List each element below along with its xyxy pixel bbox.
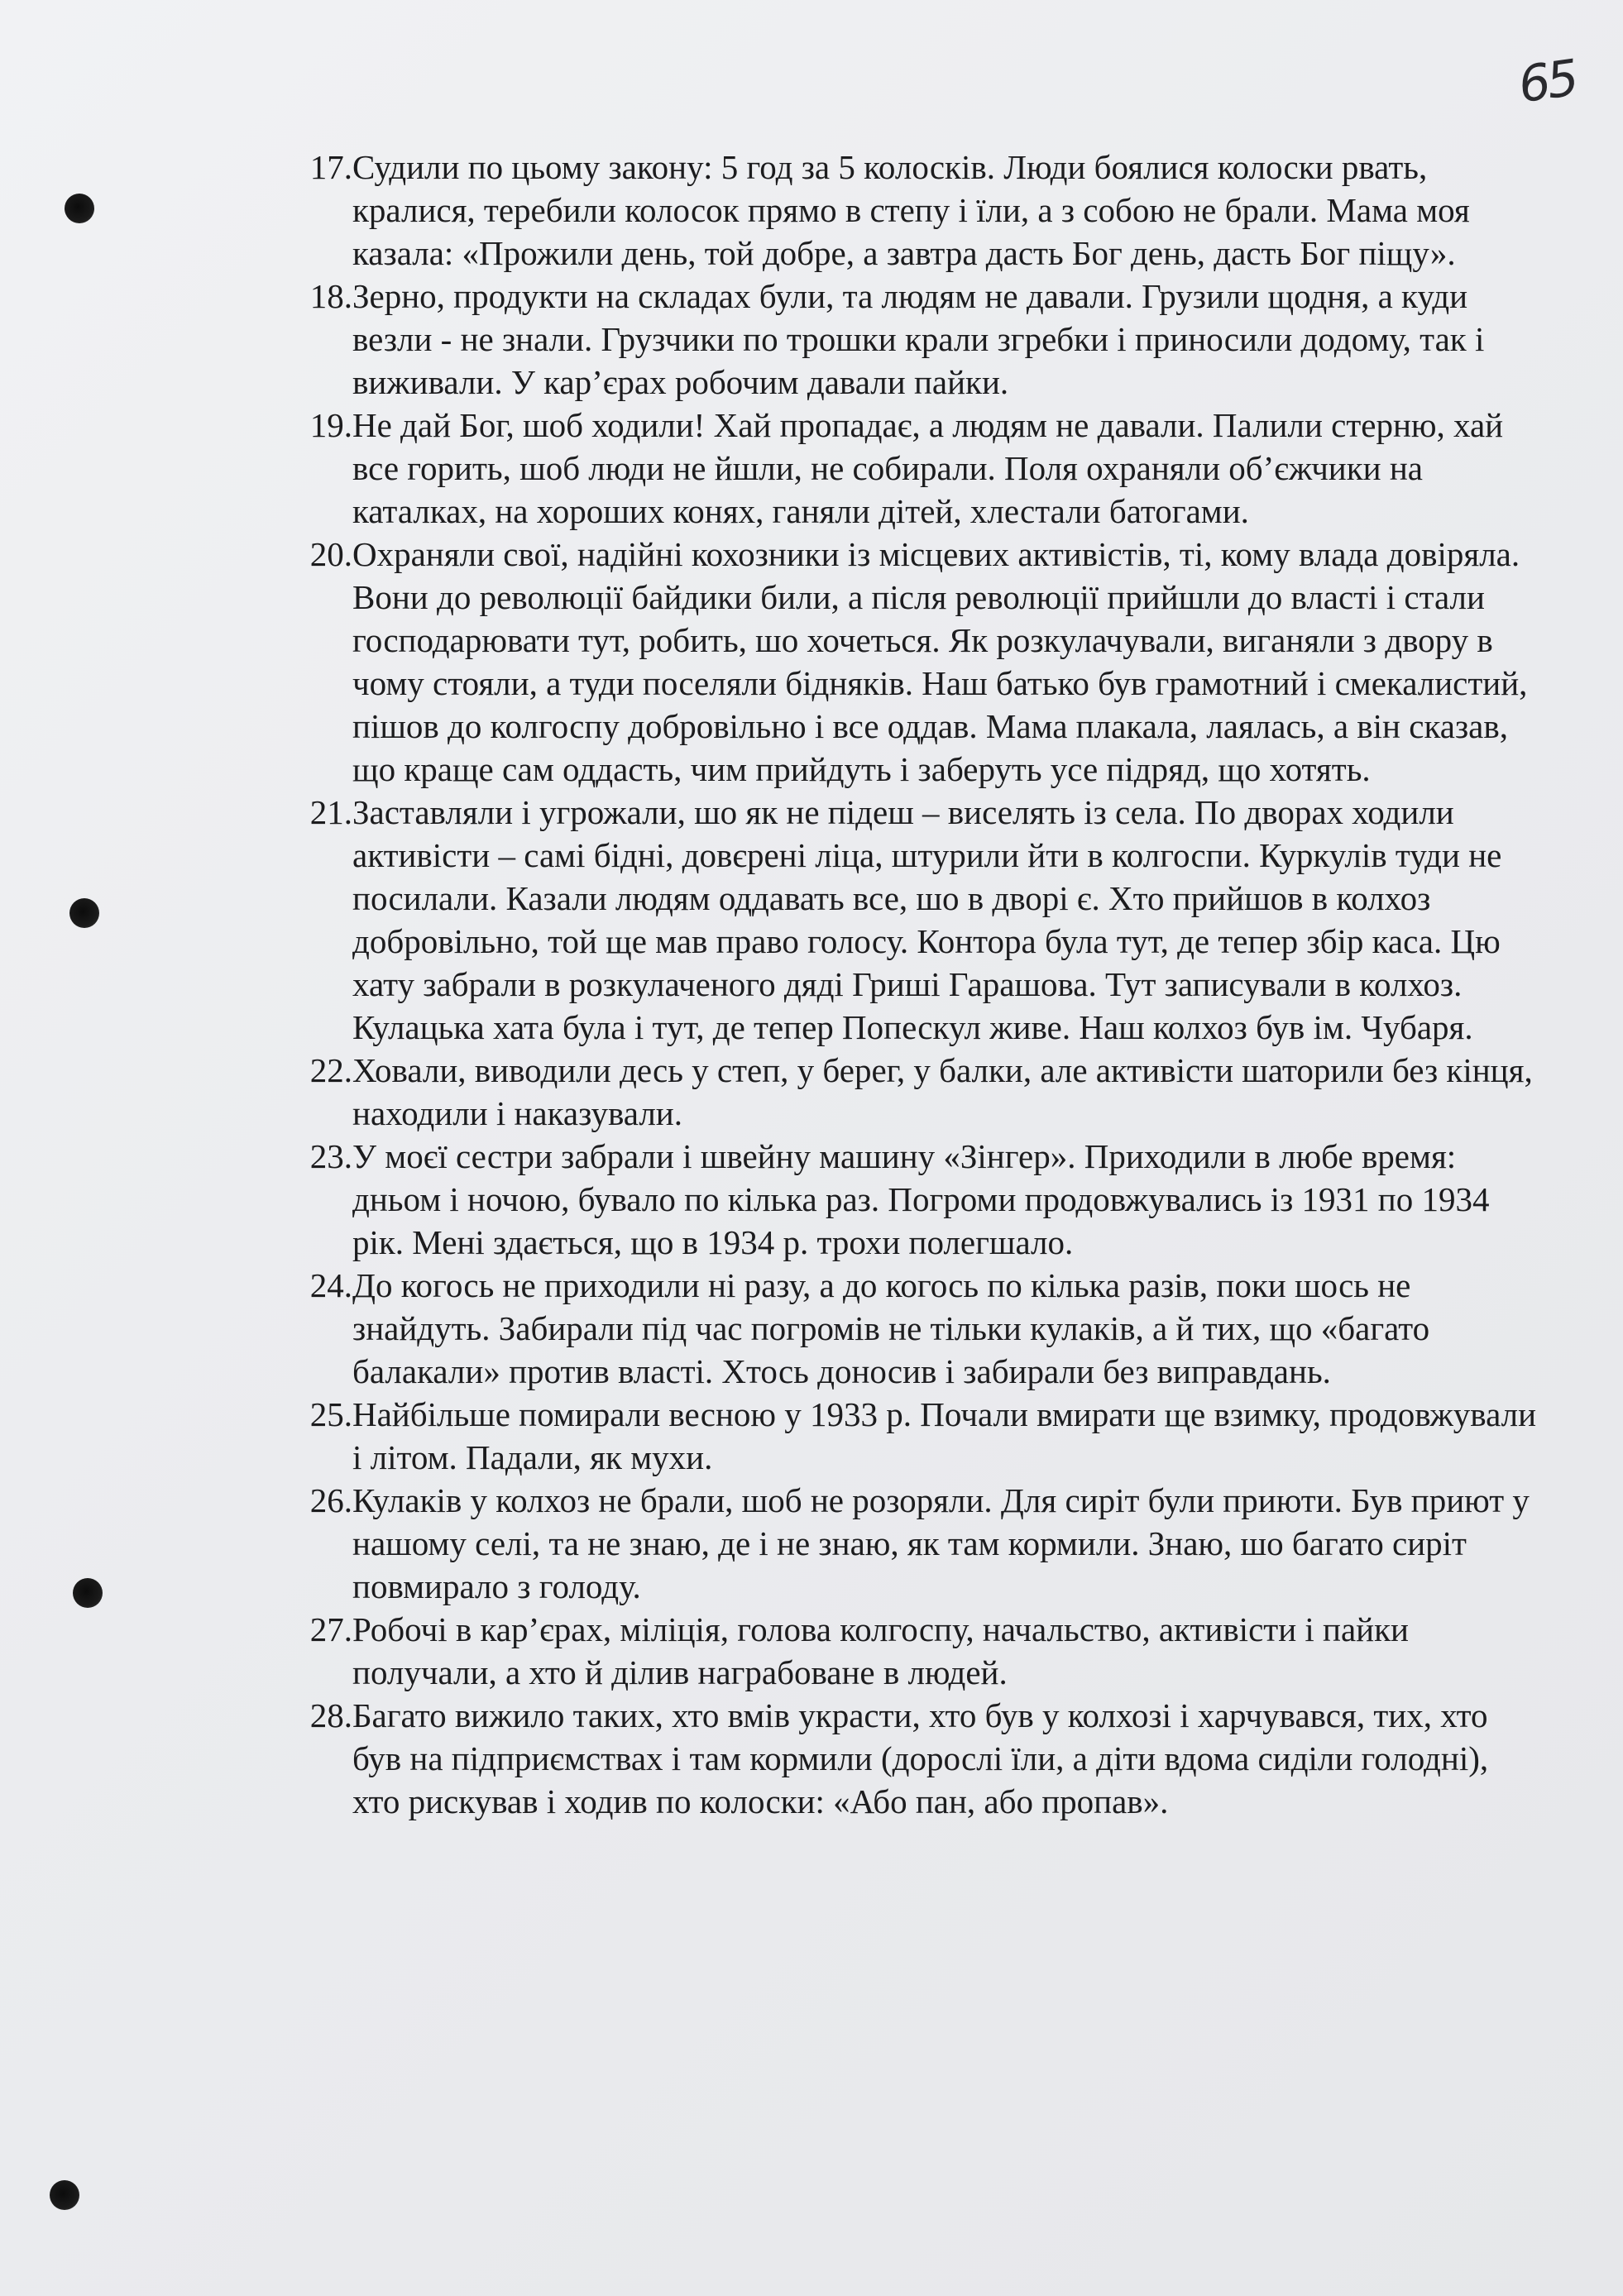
item-number: 22. (309, 1051, 352, 1089)
item-text: Ховали, виводили десь у степ, у берег, у балки, але активісти шаторили без кінця, находили і наказували. (352, 1051, 1533, 1132)
list-item (273, 275, 1539, 404)
item-number: 20. (309, 535, 352, 573)
punch-hole-icon (69, 898, 99, 928)
list-item (273, 1049, 1539, 1135)
list-item (273, 1479, 1539, 1608)
item-text: Зерно, продукти на складах були, та людям не давали. Грузили щодня, а куди везли - не знали. Грузчики по трошки крали згребки і приносили додому, так і виживали. У кар’єрах робочим давали пайки. (352, 277, 1485, 401)
item-text: Заставляли і угрожали, шо як не підеш – виселять із села. По дворах ходили активісти – самі бідні, довєрені ліца, штурили йти в колгоспи. Куркулів туди не посилали. Казали людям оддавать все, шо в дворі є. Хто прийшов в колхоз добровільно, той ще мав право голосу. Контора була тут, де тепер збір каса. Цю хату забрали в розкулаченого дяді Гриші Гарашова. Тут записували в колхоз. Кулацька хата була і тут, де тепер Попескул живе. Наш колхоз був ім. Чубаря. (352, 793, 1502, 1046)
item-number: 23. (309, 1137, 352, 1175)
punch-hole-icon (50, 2180, 79, 2210)
list-item (273, 146, 1539, 275)
handwritten-page-number: 65 (1515, 49, 1579, 115)
item-text: Робочі в кар’єрах, міліція, голова колгоспу, начальство, активісти і пайки получали, а хто й ділив награбоване в людей. (352, 1610, 1409, 1691)
punch-hole-icon (73, 1578, 103, 1608)
list-item (273, 404, 1539, 533)
item-text: У моєї сестри забрали і швейну машину «Зінгер». Приходили в любе время: дньом і ночою, бувало по кілька раз. Погроми продовжувались із 1931 по 1934 рік. Мені здається, що в 1934 р. трохи полегшало. (352, 1137, 1490, 1261)
list-item (273, 1393, 1539, 1479)
item-number: 17. (309, 148, 352, 186)
item-text: Багато вижило таких, хто вмів украсти, хто був у колхозі і харчувався, тих, хто був на підприємствах і там кормили (дорослі їли, а діти вдома сиділи голодні), хто рискував і ходив по колоски: «Або пан, або пропав». (352, 1696, 1489, 1820)
item-number: 28. (309, 1696, 352, 1734)
item-number: 18. (309, 277, 352, 315)
item-text: До когось не приходили ні разу, а до когось по кілька разів, поки шось не знайдуть. Забирали під час погромів не тільки кулаків, а й тих, що «багато балакали» против власті. Хтось доносив і забирали без виправдань. (352, 1266, 1430, 1390)
punch-hole-icon (65, 194, 94, 223)
item-number: 25. (309, 1395, 352, 1433)
list-item (273, 1694, 1539, 1823)
item-number: 19. (309, 406, 352, 444)
list-item (273, 1608, 1539, 1694)
item-number: 26. (309, 1481, 352, 1519)
list-item (273, 1135, 1539, 1264)
item-text: Найбільше помирали весною у 1933 р. Почали вмирати ще взимку, продовжували і літом. Падали, як мухи. (352, 1395, 1537, 1476)
list-item (273, 533, 1539, 791)
list-item (273, 1264, 1539, 1393)
list-item (273, 791, 1539, 1049)
item-text: Судили по цьому закону: 5 год за 5 колосків. Люди боялися колоски рвать, кралися, теребили колосок прямо в степу і їли, а з собою не брали. Мама моя казала: «Прожили день, той добре, а завтра дасть Бог день, дасть Бог піщу». (352, 148, 1470, 272)
item-text: Кулаків у колхоз не брали, шоб не розоряли. Для сиріт були приюти. Був приют у нашому селі, та не знаю, де і не знаю, як там кормили. Знаю, шо багато сиріт повмирало з голоду. (352, 1481, 1530, 1605)
item-number: 24. (309, 1266, 352, 1304)
numbered-answer-list (273, 146, 1539, 1823)
item-number: 21. (309, 793, 352, 831)
item-text: Охраняли свої, надійні кохозники із місцевих активістів, ті, кому влада довіряла. Вони до революції байдики били, а після революції прийшли до власті і стали господарювати тут, робить, шо хочеться. Як розкулачували, виганяли з двору в чому стояли, а туди поселяли бідняків. Наш батько був грамотний і смекалистий, пішов до колгоспу добровільно і все оддав. Мама плакала, лаялась, а він сказав, що краще сам оддасть, чим прийдуть і заберуть усе підряд, що хотять. (352, 535, 1528, 788)
item-text: Не дай Бог, шоб ходили! Хай пропадає, а людям не давали. Палили стерню, хай все горить, шоб люди не йшли, не собирали. Поля охраняли об’єжчики на каталках, на хороших конях, ганяли дітей, хлестали батогами. (352, 406, 1504, 530)
item-number: 27. (309, 1610, 352, 1648)
